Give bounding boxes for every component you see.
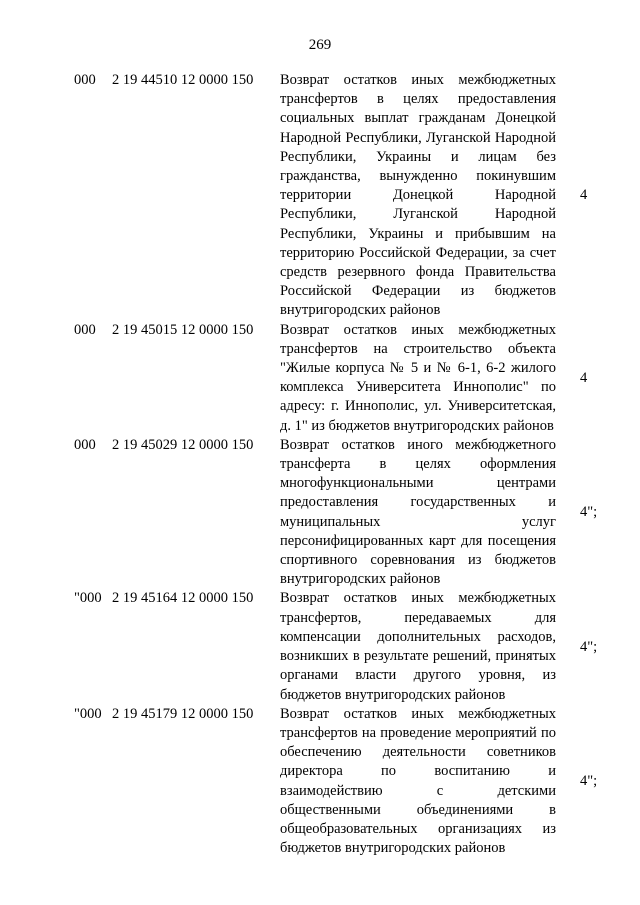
allocation-norm: 4 bbox=[580, 369, 588, 386]
income-description: Возврат остатков иных межбюджетных трансфертов на строительство объекта "Жилые корпуса № 5 и № 6-1, 6-2 жилого комплекса Университета Иннополис" по адресу: г. Иннополис, ул. Университетская, д. 1" из бюджетов внутригородских районов bbox=[280, 321, 556, 434]
allocation-norm: 4"; bbox=[580, 773, 598, 790]
budget-classification-code: 2 19 45179 12 0000 150 bbox=[112, 705, 254, 722]
table-row bbox=[74, 436, 604, 590]
table-row bbox=[74, 589, 604, 704]
page-number: 269 bbox=[308, 37, 332, 53]
budget-classification-code: 2 19 44510 12 0000 150 bbox=[112, 72, 254, 88]
table-row bbox=[74, 71, 604, 321]
income-description: Возврат остатков иных межбюджетных трансфертов в целях предоставления социальных выплат гражданам Донецкой Народной Республики, Луганской Народной Республики, Украины и лицам без гражданства, вынужденно покинувшим территории Донецкой Народной Республики, Луганской Народной Республики, Украины и прибывшим на территорию Российской Федерации, за счет средств резервного фонда Правительства Российской Федерации из бюджетов внутригородских районов bbox=[280, 72, 556, 319]
budget-classification-code: 2 19 45015 12 0000 150 bbox=[112, 321, 254, 338]
admin-code: 000 bbox=[74, 321, 96, 338]
income-description: Возврат остатков иных межбюджетных трансфертов на проведение мероприятий по обеспечению деятельности советников директора по воспитанию и взаимодействию с детскими общественными объединениями в общеобразовательных организациях из бюджетов внутригородских районов bbox=[280, 705, 556, 857]
budget-codes-table bbox=[74, 71, 604, 858]
allocation-norm: 4"; bbox=[580, 638, 598, 655]
admin-code: "000 bbox=[74, 590, 102, 607]
admin-code: 000 bbox=[74, 436, 96, 453]
admin-code: 000 bbox=[74, 72, 96, 88]
budget-classification-code: 2 19 45029 12 0000 150 bbox=[112, 436, 254, 453]
budget-classification-code: 2 19 45164 12 0000 150 bbox=[112, 590, 254, 607]
income-description: Возврат остатков иного межбюджетного трансферта в целях оформления многофункциональными центрами предоставления государственных и муниципальных услуг персонифицированных карт для посещения спортивного соревнования из бюджетов внутригородских районов bbox=[280, 436, 556, 588]
table-row bbox=[74, 705, 604, 859]
allocation-norm: 4"; bbox=[580, 504, 598, 521]
admin-code: "000 bbox=[74, 705, 102, 722]
table-row bbox=[74, 321, 604, 436]
income-description: Возврат остатков иных межбюджетных трансфертов, передаваемых для компенсации дополнительных расходов, возникших в результате решений, принятых органами власти другого уровня, из бюджетов внутригородских районов bbox=[280, 590, 556, 703]
allocation-norm: 4 bbox=[580, 187, 588, 204]
